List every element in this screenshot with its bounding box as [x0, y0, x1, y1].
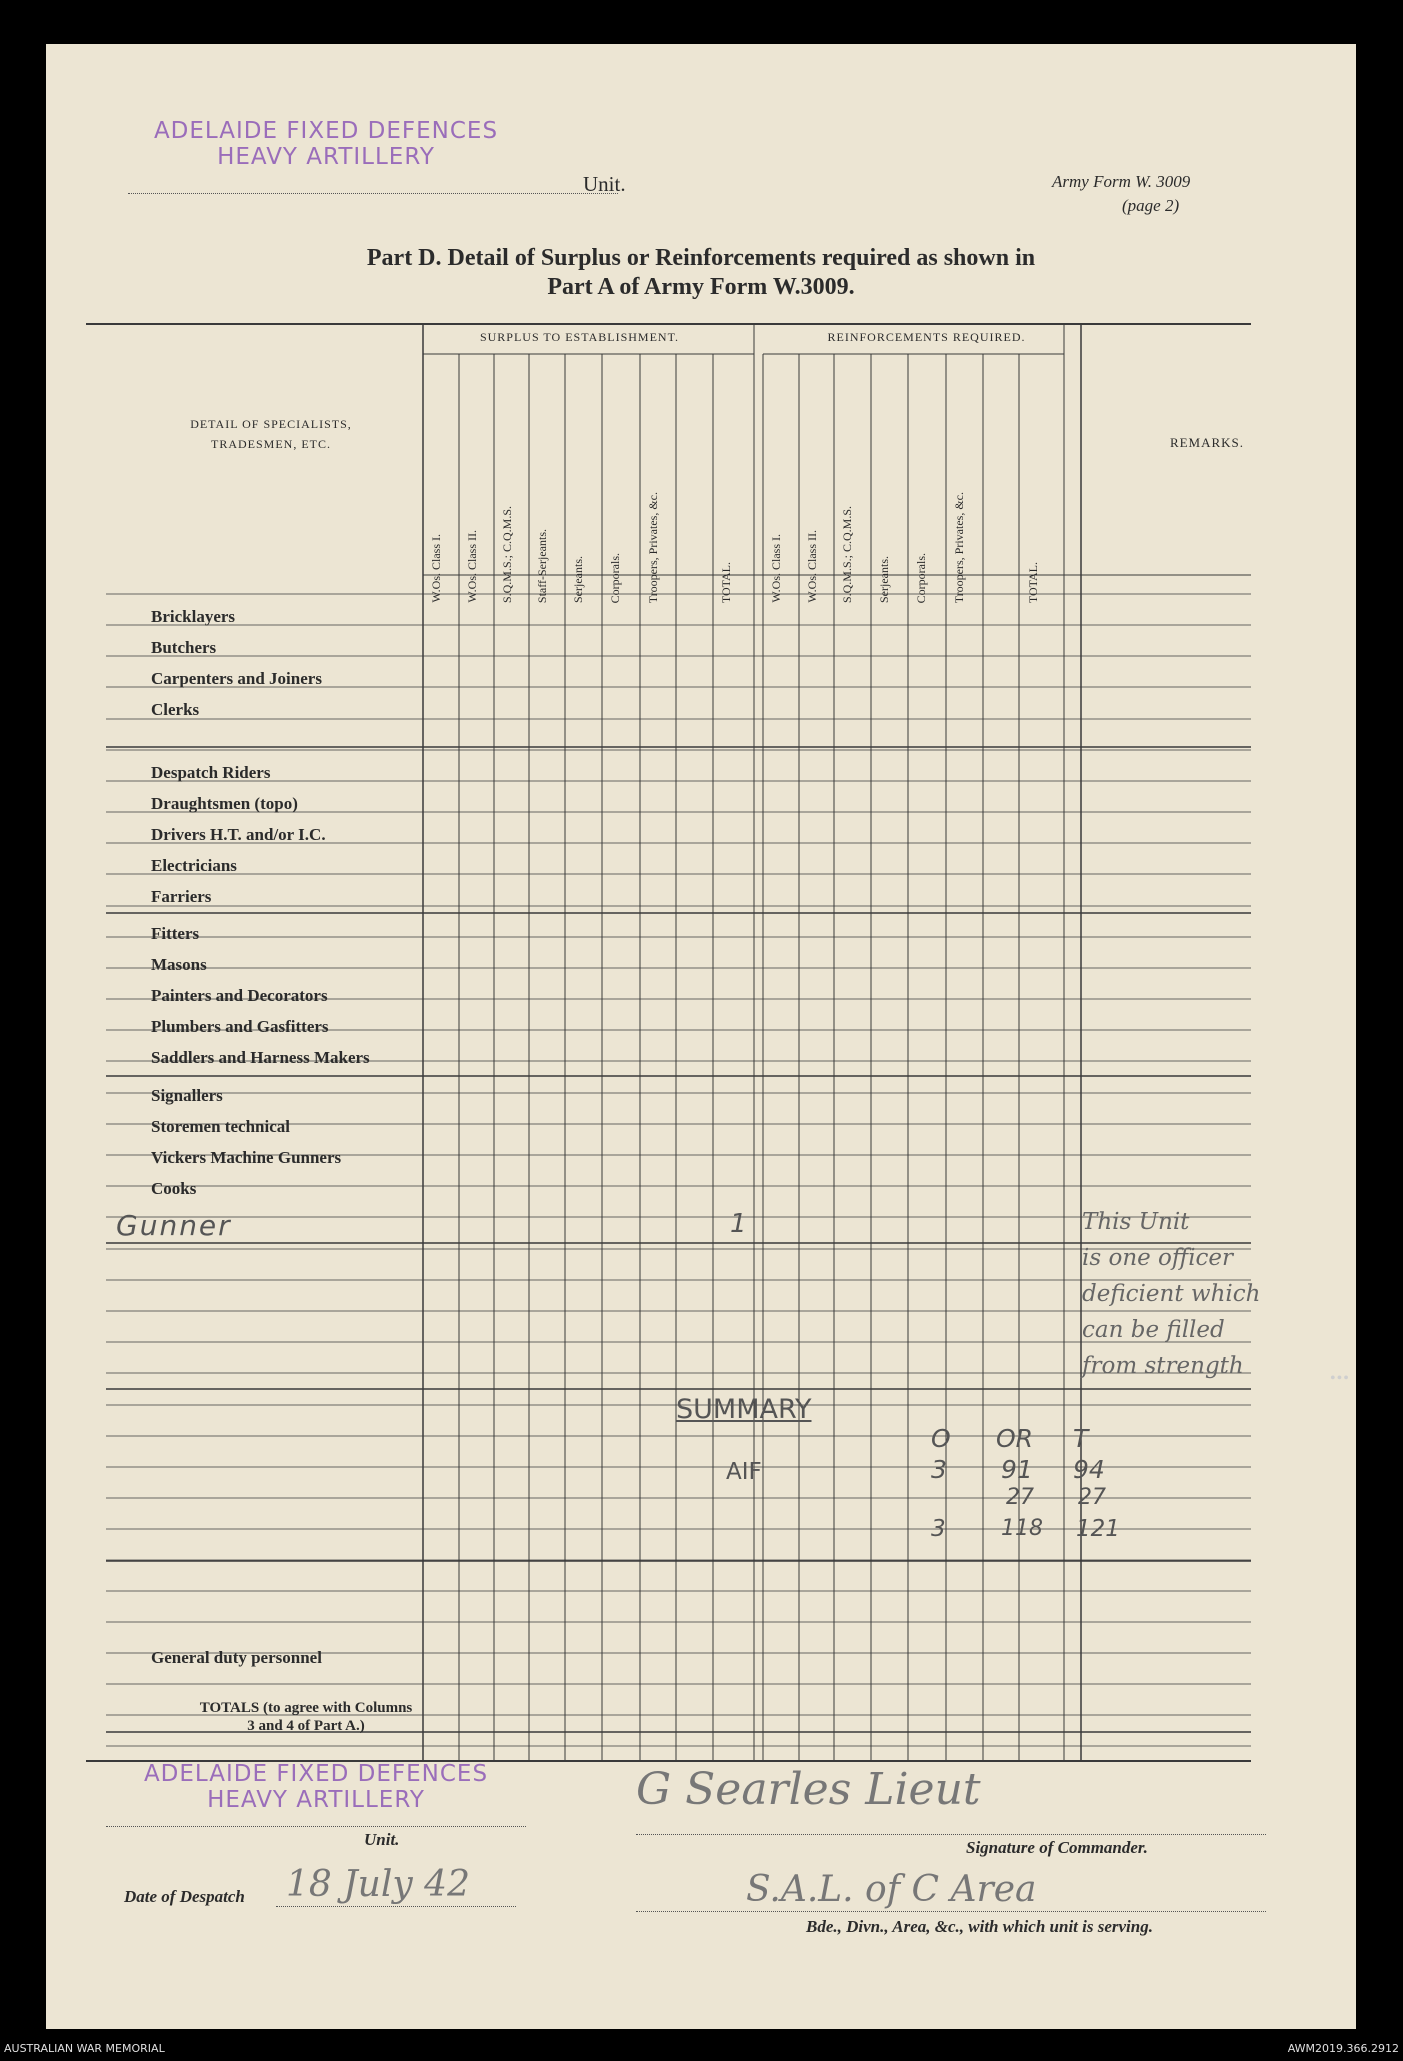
signature-line	[636, 1834, 1266, 1835]
unit-footer-label: Unit.	[364, 1830, 400, 1849]
row-label: Butchers	[151, 638, 217, 657]
hw-aif: AIF	[726, 1459, 762, 1485]
form-page	[46, 44, 1356, 2029]
hw-remarks-line: can be filled	[1082, 1317, 1225, 1343]
row-label: Despatch Riders	[151, 763, 271, 782]
hw-remarks-line: This Unit	[1082, 1209, 1190, 1235]
row-label: Vickers Machine Gunners	[151, 1148, 342, 1167]
detail-header-line2: TRADESMEN, ETC.	[211, 437, 331, 451]
hw-total-t: 121	[1076, 1516, 1120, 1542]
totals-label	[146, 1699, 466, 1735]
column-header: W.Os. Class I.	[769, 534, 783, 603]
row-label: Cooks	[151, 1179, 197, 1198]
column-header: TOTAL.	[719, 561, 733, 603]
hw-col-o: O	[931, 1424, 951, 1453]
title-line1: Part D. Detail of Surplus or Reinforcements required as shown in	[366, 245, 1036, 271]
row-label: Electricians	[151, 856, 237, 875]
column-header: Troopers, Privates, &c.	[952, 491, 966, 603]
title-line2: Part A of Army Form W.3009.	[547, 274, 855, 300]
row-label: Fitters	[151, 924, 200, 943]
unit-stamp-footer	[126, 1761, 506, 1813]
date-value: 18 July 42	[286, 1864, 470, 1905]
row-label: Clerks	[151, 700, 200, 719]
row-label: Storemen technical	[151, 1117, 290, 1136]
column-header: Corporals.	[914, 552, 928, 603]
row-label: Farriers	[151, 887, 212, 906]
hw-aif-t: 94	[1073, 1455, 1105, 1484]
archive-id: AWM2019.366.2912	[1287, 2042, 1399, 2055]
commander-signature: G Searles Lieut	[636, 1764, 981, 1815]
hw-remarks-line: deficient which	[1082, 1281, 1261, 1307]
archive-name: AUSTRALIAN WAR MEMORIAL	[4, 2042, 165, 2055]
hw-total-o: 3	[931, 1516, 946, 1542]
hw-aif-o: 3	[931, 1455, 947, 1484]
row-label: Plumbers and Gasfitters	[151, 1017, 329, 1036]
column-header: Troopers, Privates, &c.	[646, 491, 660, 603]
totals-line2: 3 and 4 of Part A.)	[247, 1718, 365, 1734]
remarks-header: REMARKS.	[1169, 435, 1245, 450]
row-label: Signallers	[151, 1086, 223, 1105]
column-header: Staff-Serjeants.	[535, 528, 549, 603]
hw-gunner: Gunner	[116, 1209, 232, 1242]
row-label: Carpenters and Joiners	[151, 669, 322, 688]
hw-remarks-line: from strength	[1082, 1353, 1244, 1379]
column-header: W.Os. Class II.	[805, 530, 819, 603]
column-header: Serjeants.	[877, 556, 891, 603]
edge-dots: •••	[1330, 1370, 1350, 1387]
date-label: Date of Despatch	[124, 1887, 245, 1906]
form-name: Army Form W. 3009	[1052, 172, 1191, 191]
column-header: W.Os. Class I.	[429, 534, 443, 603]
page-label: (page 2)	[1122, 196, 1180, 215]
unit-stamp-line1: ADELAIDE FIXED DEFENCES	[153, 118, 499, 144]
hw-remarks	[1082, 1204, 1312, 1384]
area-value: S.A.L. of C Area	[746, 1869, 1037, 1910]
unit-stamp-footer-line1: ADELAIDE FIXED DEFENCES	[143, 1761, 489, 1787]
column-header: TOTAL.	[1026, 561, 1040, 603]
area-line	[636, 1911, 1266, 1912]
unit-stamp-footer-line2: HEAVY ARTILLERY	[207, 1787, 425, 1813]
column-header: Serjeants.	[571, 556, 585, 603]
column-header: S.Q.M.S.; C.Q.M.S.	[840, 505, 854, 603]
hw-total-or: 118	[1001, 1516, 1043, 1541]
date-line	[276, 1906, 516, 1907]
hw-row2-or: 27	[1006, 1485, 1034, 1510]
unit-footer-line	[106, 1826, 526, 1827]
archive-footer	[0, 2036, 1403, 2061]
hw-remarks-line: is one officer	[1082, 1245, 1234, 1271]
column-header: Corporals.	[608, 552, 622, 603]
general-duty-label: General duty personnel	[151, 1648, 322, 1667]
reinforcements-header: REINFORCEMENTS REQUIRED.	[827, 330, 1026, 344]
column-headers	[46, 359, 1356, 609]
row-label: Masons	[151, 955, 207, 974]
row-label: Bricklayers	[151, 607, 236, 626]
column-header: S.Q.M.S.; C.Q.M.S.	[500, 505, 514, 603]
unit-stamp-line2: HEAVY ARTILLERY	[217, 144, 435, 170]
row-label: Painters and Decorators	[151, 986, 328, 1005]
totals-line1: TOTALS (to agree with Columns	[199, 1700, 413, 1716]
area-label: Bde., Divn., Area, &c., with which unit is serving.	[806, 1917, 1153, 1936]
hw-col-t: T	[1073, 1424, 1089, 1453]
surplus-header: SURPLUS TO ESTABLISHMENT.	[479, 330, 680, 344]
unit-label: Unit.	[583, 172, 626, 196]
column-header: W.Os. Class II.	[465, 530, 479, 603]
detail-header-line1: DETAIL OF SPECIALISTS,	[190, 417, 352, 431]
signature-label: Signature of Commander.	[966, 1838, 1148, 1857]
hw-row2-t: 27	[1078, 1485, 1106, 1510]
hw-gunner-total: 1	[730, 1209, 747, 1239]
row-label: Saddlers and Harness Makers	[151, 1048, 370, 1067]
row-label: Drivers H.T. and/or I.C.	[151, 825, 326, 844]
row-label: Draughtsmen (topo)	[151, 794, 298, 813]
hw-col-or: OR	[996, 1424, 1034, 1453]
hw-summary: SUMMARY	[676, 1394, 812, 1425]
hw-aif-or: 91	[1001, 1455, 1033, 1484]
